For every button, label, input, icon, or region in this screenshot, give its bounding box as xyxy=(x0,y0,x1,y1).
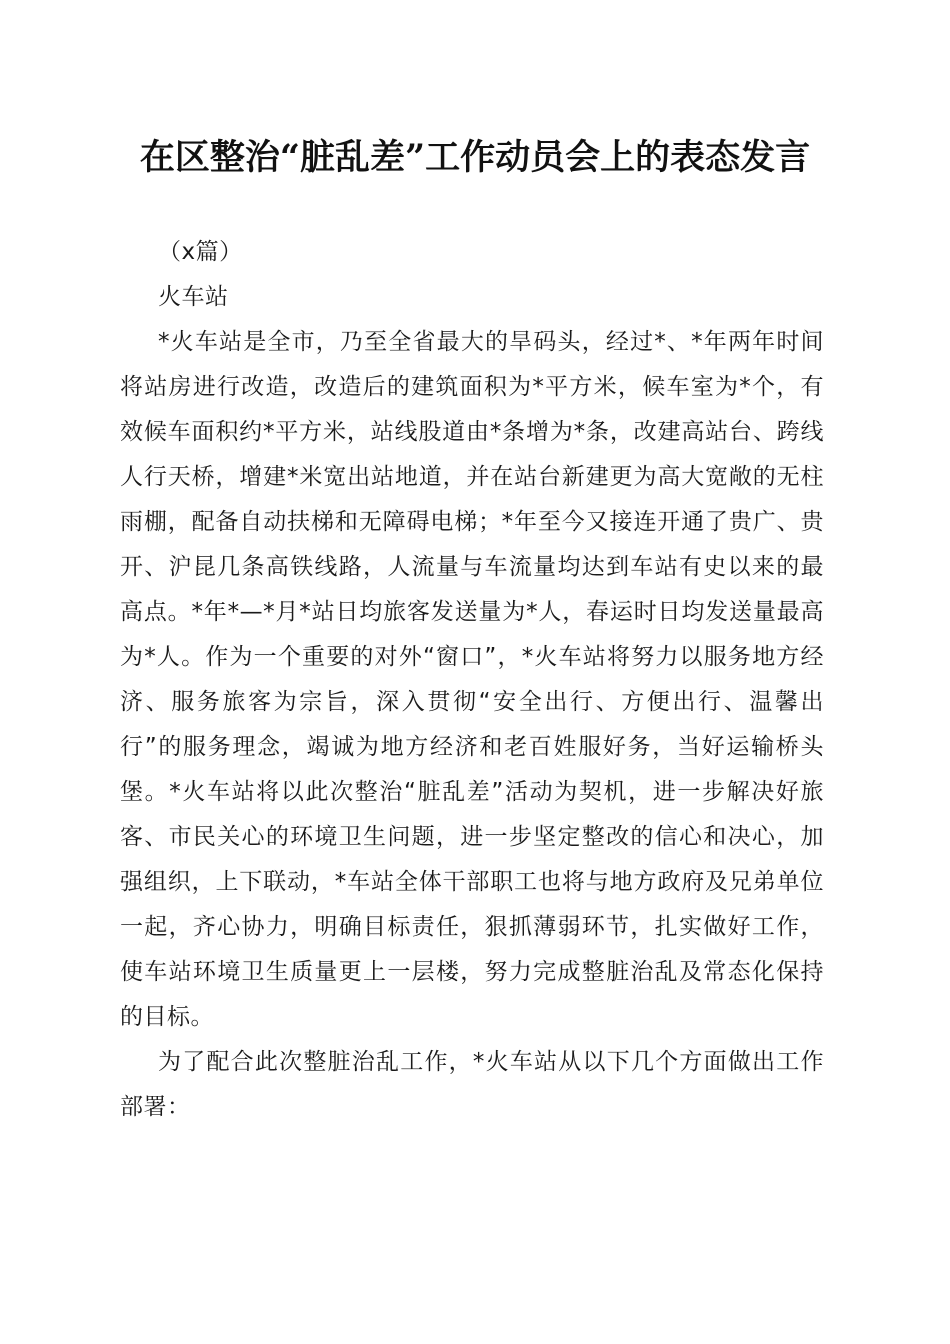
document-body xyxy=(120,230,824,1130)
body-paragraph: *火车站是全市，乃至全省最大的旱码头，经过*、*年两年时间将站房进行改造，改造后的建筑面积为*平方米，候车室为*个，有效候车面积约*平方米，站线股道由*条增为*条，改建高站台、跨线人行天桥，增建*米宽出站地道，并在站台新建更为高大宽敞的无柱雨棚，配备自动扶梯和无障碍电梯；*年至今又接连开通了贵广、贵开、沪昆几条高铁线路，人流量与车流量均达到车站有史以来的最高点。*年*—*月*站日均旅客发送量为*人，春运时日均发送量最高为*人。作为一个重要的对外“窗口”，*火车站将努力以服务地方经济、服务旅客为宗旨，深入贯彻“安全出行、方便出行、温馨出行”的服务理念，竭诚为地方经济和老百姓服好务，当好运输桥头堡。*火车站将以此次整治“脏乱差”活动为契机，进一步解决好旅客、市民关心的环境卫生问题，进一步坚定整改的信心和决心，加强组织，上下联动，*车站全体干部职工也将与地方政府及兄弟单位一起，齐心协力，明确目标责任，狠抓薄弱环节，扎实做好工作，使车站环境卫生质量更上一层楼，努力完成整脏治乱及常态化保持的目标。 xyxy=(120,329,824,1030)
body-paragraph: 为了配合此次整脏治乱工作，*火车站从以下几个方面做出工作部署： xyxy=(120,1049,824,1120)
document-title: 在区整治“脏乱差”工作动员会上的表态发言 xyxy=(139,137,811,178)
section-heading: 火车站 xyxy=(158,284,229,310)
subtitle: （x篇） xyxy=(158,239,243,265)
